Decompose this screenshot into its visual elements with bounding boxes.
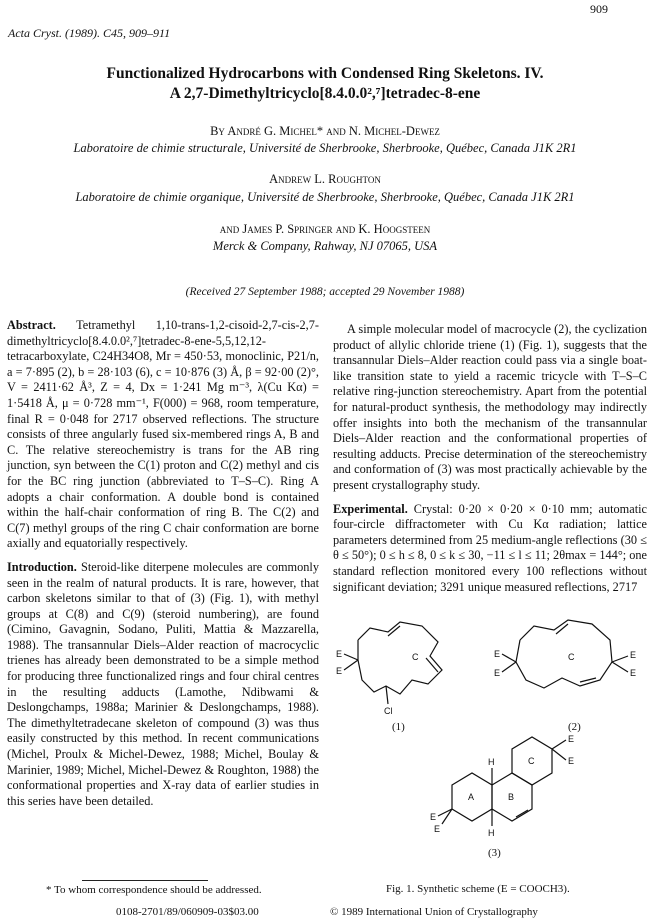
issn-code: 0108-2701/89/060909-03$03.00 [116, 906, 259, 918]
experimental-heading: Experimental. [333, 501, 408, 516]
ring-c-label: C [528, 756, 535, 766]
structure-2-double-bond [556, 624, 568, 634]
affiliation-2: Laboratoire de chimie organique, Université de Sherbrooke, Sherbrooke, Québec, Canada J1K 2R1 [75, 190, 575, 204]
compound-3-label: (3) [488, 847, 501, 859]
synthetic-scheme-figure [330, 600, 648, 882]
figure-caption: Fig. 1. Synthetic scheme (E = COOCH3). [386, 883, 570, 895]
ester-label: E [434, 824, 441, 834]
footnote-rule [82, 880, 208, 881]
introduction-text: Steroid-like diterpene molecules are commonly seen in the realm of natural products. It is rare, however, that carbon skeletons similar to that of (3) (Fig. 1), with methyl groups at C(8) and C(9) (steroid numbering), are found (Cimino, Gavagnin, Sodano, Puliti, Mattia & Mazzarella, 1988). The transannular Diels–Alder reaction of macrocyclic trienes has already been demonstrated to be a simple method for producing three functionalized rings and four chiral centres in the resulting adducts (Lamothe, Ndibwami & Deslongchamps, 1988a; Marinier & Deslongchamps, 1988). The dimethyltetradecane skeleton of compound (3) was thus easily constructed by this method. In recent communications (Michel, Proulx & Michel-Dewez, 1988; Michel, Boulay & Marinier, 1989; Michel, Michel-Dewez & Roughton, 1988) the conformational properties and X-ray data of earlier studies in this series have been detailed. [7, 559, 319, 808]
right-paragraph-1: A simple molecular model of macrocycle (2), the cyclization product of allylic chloride triene (1) (Fig. 1), suggests that the transannular Diels–Alder reaction could pass via a single boat-like transition state to yield a racemic tricycle with T–S–C relative ring-junction stereochemistry. Apart from the potential for natural-product synthesis, the methodology may indirectly offer insights into both the mechanism of the transannular Diels–Alder reaction and the conformational properties of resulting adducts. Precise determination of the stereochemistry and conformation of (3) was most practically achievable by the present crystallography study. [333, 322, 647, 492]
ring-a-label: A [468, 792, 475, 802]
introduction-heading: Introduction. [7, 559, 77, 574]
structure-1-ester-bond [344, 660, 358, 670]
ring-b-label: B [508, 792, 515, 802]
authors-2: Andrew L. Roughton [269, 172, 381, 186]
authors-3: and James P. Springer and K. Hoogsteen [219, 222, 431, 236]
structure-3-ester-bond [552, 749, 566, 760]
right-column [333, 322, 647, 595]
structure-2-ester-bond [612, 662, 628, 672]
ester-label: E [494, 668, 501, 678]
title-line-1: Functionalized Hydrocarbons with Condensed Ring Skeletons. IV. [106, 65, 544, 82]
compound-2-label: (2) [568, 721, 581, 733]
copyright: © 1989 International Union of Crystallography [330, 906, 538, 918]
structure-1-chloromethyl-bond [386, 686, 388, 704]
hydrogen-label: H [488, 828, 495, 838]
structure-1-skeleton [358, 622, 442, 694]
authors-1: By André G. Michel* and N. Michel-Dewez [210, 124, 440, 138]
abstract-text: Tetramethyl 1,10-trans-1,2-cisoid-2,7-cis-2,7-dimethyltricyclo[8.4.0.0²,⁷]tetradec-8-ene-5,5,12,12-tetracarboxylate, C24H34O8, Mr = 450·53, monoclinic, P21/n, a = 7·895 (2), b = 28·103 (6), c = 10·876 (3) Å, β = 92·00 (2)°, V = 2411·62 Å³, Z = 4, Dx = 1·241 Mg m⁻³, λ(Cu Kα) = 1·5418 Å, μ = 0·728 mm⁻¹, F(000) = 968, room temperature, final R = 0·048 for 2717 observed reflections. The structure consists of three angularly fused six-membered rings A, B and C. The relative stereochemistry is trans for the AB ring junction, syn between the C(1) proton and C(2) methyl and cis for the BC ring junction (abbreviated to T–S–C). Ring A adopts a chair conformation. A double bond is contained within the half-chair conformation of ring B. The C(2) and C(7) methyl groups of the ring C chair conformation are borne axially and equatorially respectively. [7, 318, 319, 551]
compound-1-label: (1) [392, 721, 405, 733]
ring-c-label: C [568, 652, 575, 662]
ester-label: E [336, 649, 343, 659]
experimental [333, 502, 647, 596]
experimental-text: Crystal: 0·20 × 0·20 × 0·10 mm; automatic four-circle diffractometer with Cu Kα radiation; lattice parameters determined from 25 medium-angle reflections (30 ≤ θ ≤ 50°); 0 ≤ h ≤ 8, 0 ≤ k ≤ 30, −11 ≤ l ≤ 11; 2θmax = 144°; one standard reflection monitored every 100 reflections without significant deviation; 3291 unique measured reflections, 2717 [333, 501, 647, 594]
page-number: 909 [590, 2, 608, 16]
structure-2-ester-bond [502, 662, 516, 672]
ester-label: E [568, 734, 575, 744]
affiliation-1: Laboratoire de chimie structurale, Université de Sherbrooke, Sherbrooke, Québec, Canada J1K 2R1 [73, 141, 577, 155]
left-column [7, 318, 319, 809]
structure-2-ester-bond [502, 654, 516, 662]
journal-reference: Acta Cryst. (1989). C45, 909–911 [8, 26, 171, 40]
structure-2-skeleton [516, 620, 612, 688]
ester-label: E [430, 812, 437, 822]
hydrogen-label: H [488, 757, 495, 767]
structure-3-ester-bond [552, 740, 566, 749]
ester-label: E [336, 666, 343, 676]
footnote: * To whom correspondence should be addressed. [46, 884, 262, 896]
ring-c-label: C [412, 652, 419, 662]
introduction [7, 560, 319, 810]
structure-3-double-bond [516, 810, 528, 817]
affiliation-3: Merck & Company, Rahway, NJ 07065, USA [212, 239, 438, 253]
ester-label: E [630, 668, 637, 678]
chlorine-label: Cl [384, 706, 393, 716]
structure-2-ester-bond [612, 656, 628, 662]
structure-1-double-bond [426, 658, 438, 672]
structure-1-ester-bond [344, 654, 358, 660]
ester-label: E [630, 650, 637, 660]
abstract [7, 318, 319, 552]
received-dates: (Received 27 September 1988; accepted 29 November 1988) [185, 286, 465, 298]
abstract-heading: Abstract. [7, 318, 56, 332]
ester-label: E [568, 756, 575, 766]
ester-label: E [494, 649, 501, 659]
title-line-2: A 2,7-Dimethyltricyclo[8.4.0.0²,⁷]tetradec-8-ene [169, 85, 481, 102]
